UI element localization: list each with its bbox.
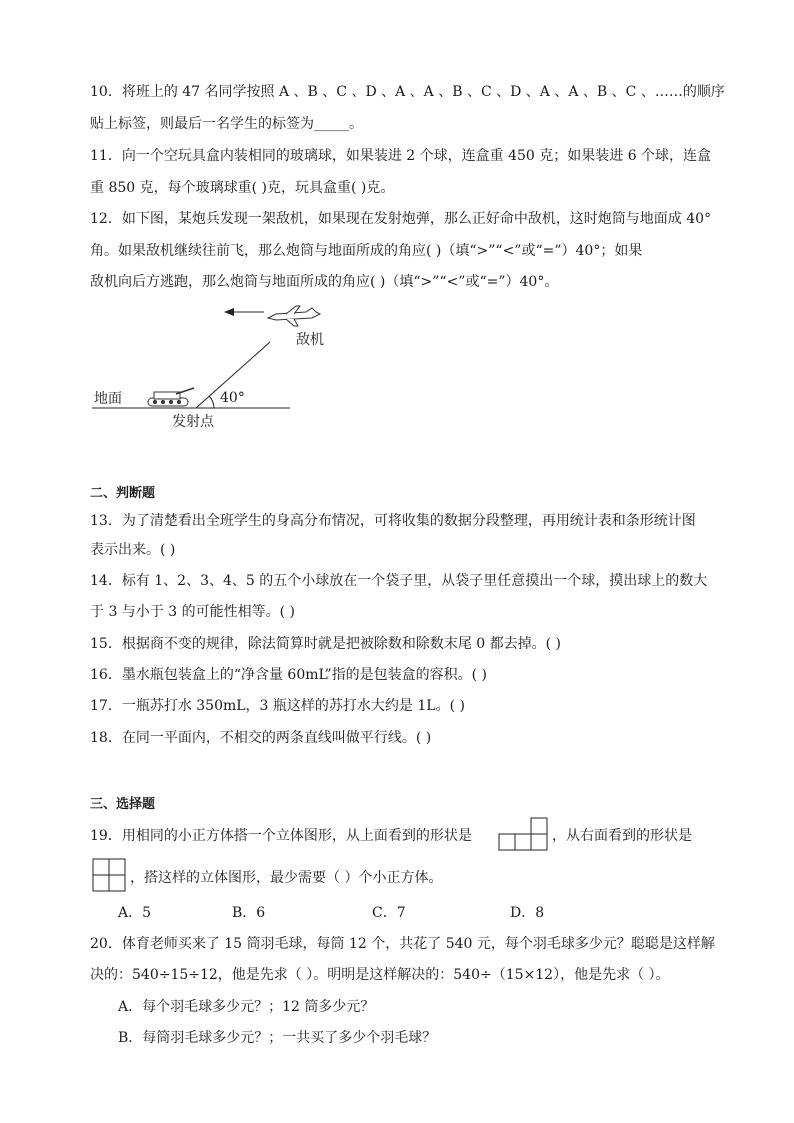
q18: 18．在同一平面内，不相交的两条直线叫做平行线。( ) [90, 730, 432, 746]
q11-line2: 重 850 克，每个玻璃球重( )克，玩具盒重( )克。 [90, 180, 395, 196]
q12-line3: 敌机向后方逃跑，那么炮筒与地面所成的角应( )（填“>”“<”或“=”）40°。 [90, 274, 559, 290]
section3-title: 三、选择题 [90, 797, 156, 812]
q12-line1: 12．如下图，某炮兵发现一架敌机，如果现在发射炮弹，那么正好命中敌机，这时炮筒与地面成 40° [90, 211, 712, 227]
q14-line1: 14．标有 1、2、3、4、5 的五个小球放在一个袋子里，从袋子里任意摸出一个球，摸出球上的数大 [90, 573, 708, 589]
q19-line1-b: ，从右面看到的形状是 [552, 828, 692, 844]
q12-line2: 角。如果敌机继续往前飞，那么炮筒与地面所成的角应( )（填“>”“<”或“=”）40°；如果 [90, 243, 643, 259]
arrow-head-icon [224, 308, 234, 316]
q15: 15．根据商不变的规律，除法简算时就是把被除数和除数末尾 0 都去掉。( ) [90, 636, 561, 652]
q20-line2: 决的：540÷15÷12，他是先求（ ）。明明是这样解决的：540÷（15×12），他是先求（ ）。 [90, 967, 670, 983]
q19-option-a[interactable]: A．5 [118, 905, 152, 921]
launch-point-label: 发射点 [172, 414, 214, 430]
q14-line2: 于 3 与小于 3 的可能性相等。( ) [90, 604, 295, 620]
top-view-figure [498, 816, 550, 852]
ground-label: 地面 [94, 391, 122, 407]
q16: 16．墨水瓶包装盒上的“净含量 60mL”指的是包装盒的容积。( ) [90, 667, 487, 683]
q13-line2: 表示出来。( ) [90, 542, 176, 558]
q19-option-d[interactable]: D．8 [510, 905, 545, 921]
q20-line1: 20．体育老师买来了 15 筒羽毛球，每筒 12 个，共花了 540 元，每个羽毛球多少元？聪聪是这样解 [90, 936, 715, 952]
enemy-plane-icon [268, 306, 320, 326]
angle-arc [209, 396, 214, 408]
tank-icon [148, 388, 194, 406]
right-view-figure [92, 858, 128, 894]
q19-option-c[interactable]: C．7 [372, 905, 406, 921]
q19-line1-a: 19．用相同的小正方体搭一个立体图形，从上面看到的形状是 [90, 828, 472, 844]
q10-line1: 10．将班上的 47 名同学按照 A 、B 、C 、D 、A 、A 、B 、C 、D 、A 、A 、B 、C 、……的顺序 [90, 84, 725, 100]
section2-title: 二、判断题 [90, 486, 156, 501]
q20-option-b[interactable]: B．每筒羽毛球多少元？；一共买了多少个羽毛球？ [118, 1030, 437, 1046]
q13-line1: 13．为了清楚看出全班学生的身高分布情况，可将收集的数据分段整理，再用统计表和条形统计图 [90, 513, 696, 529]
q19-line2: ，搭这样的立体图形，最少需要（ ）个小正方体。 [130, 870, 443, 886]
q10-line2: 贴上标签，则最后一名学生的标签为_____。 [90, 116, 363, 132]
q20-option-a[interactable]: A．每个羽毛球多少元？；12 筒多少元？ [118, 999, 375, 1015]
q11-line1: 11．向一个空玩具盒内装相同的玻璃球，如果装进 2 个球，连盒重 450 克；如果装进 6 个球，连盒 [90, 148, 712, 164]
enemy-label: 敌机 [296, 332, 324, 348]
angle-label: 40° [220, 390, 245, 406]
cannon-plane-figure [84, 298, 344, 438]
q19-option-b[interactable]: B．6 [232, 905, 266, 921]
q17: 17．一瓶苏打水 350mL，3 瓶这样的苏打水大约是 1L。( ) [90, 698, 465, 714]
